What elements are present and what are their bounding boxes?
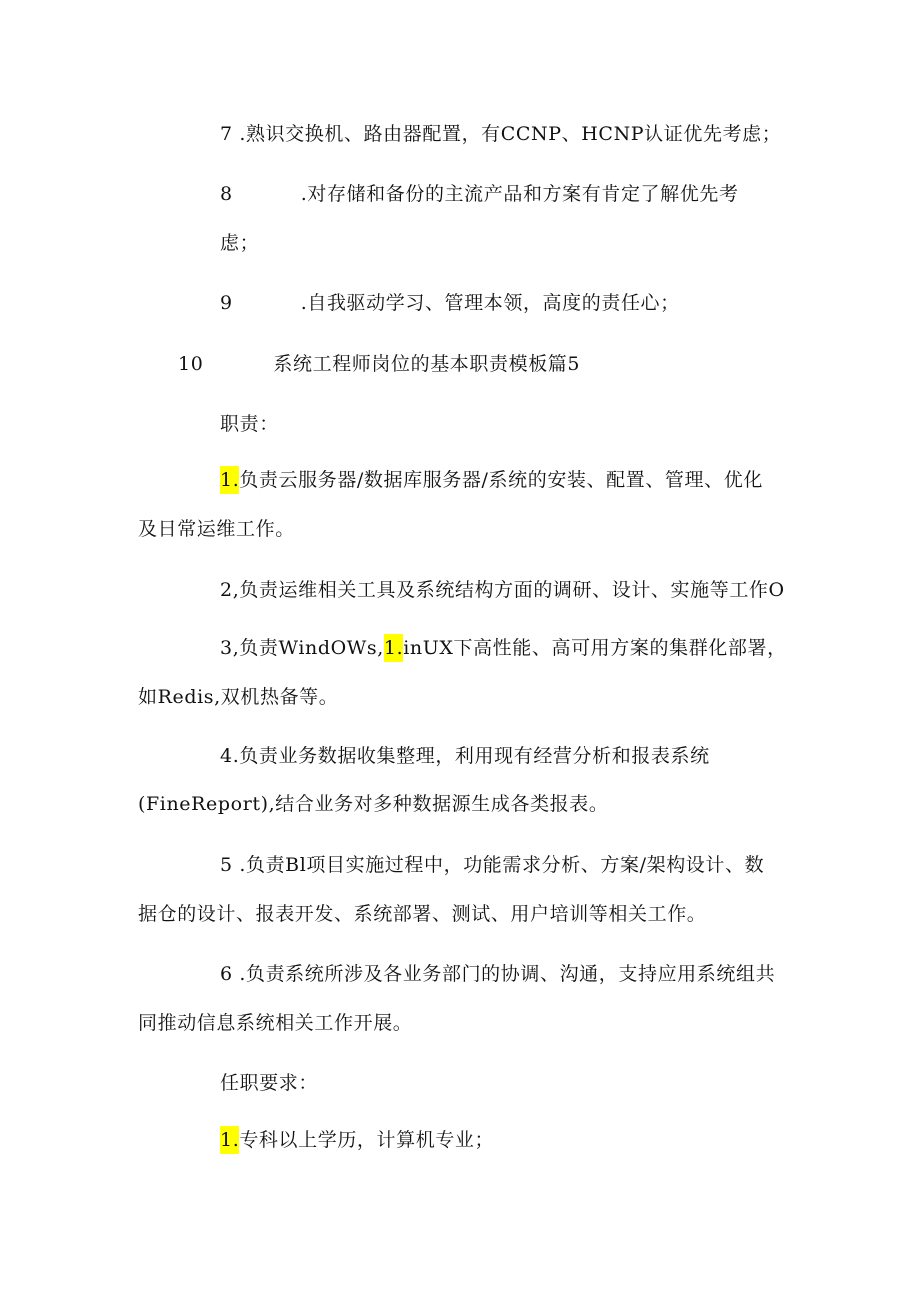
duties-label: 职责： [220, 413, 279, 435]
requirement-1-number-highlight: 1. [220, 1126, 239, 1154]
item-7 [220, 120, 781, 148]
section-heading-10 [178, 350, 580, 378]
item-9-text: .自我驱动学习、管理本领，高度的责任心； [300, 292, 680, 314]
heading-10-number: 10 [178, 353, 204, 375]
duty-3-text-end: inUX下高性能、高可用方案的集群化部署， [403, 637, 787, 659]
item-8 [220, 180, 739, 208]
duty-4-continuation: (FineReport),结合业务对多种数据源生成各类报表。 [138, 793, 609, 815]
requirements-label: 任职要求： [220, 1072, 319, 1094]
item-9 [220, 289, 680, 317]
item-8-number: 8 [220, 183, 233, 205]
duty-1-number-highlight: 1. [220, 466, 239, 494]
duty-3-continuation: 如Redis,双机热备等。 [138, 686, 339, 708]
duty-1-text: 负责云服务器/数据库服务器/系统的安装、配置、管理、优化 [239, 469, 763, 491]
duty-5-continuation: 据仓的设计、报表开发、系统部署、测试、用户培训等相关工作。 [138, 903, 707, 925]
duty-3-text-start: 3,负责WindOWs, [220, 637, 384, 659]
duty-1-continuation: 及日常运维工作。 [138, 518, 295, 540]
item-8-text: .对存储和备份的主流产品和方案有肯定了解优先考 [300, 183, 739, 205]
duty-6: 6 .负责系统所涉及各业务部门的协调、沟通，支持应用系统组共 [220, 963, 776, 985]
requirement-1-text: 专科以上学历，计算机专业； [239, 1129, 495, 1151]
item-7-text: .熟识交换机、路由器配置，有CCNP、HCNP认证优先考虑； [232, 123, 782, 145]
requirement-1 [220, 1126, 494, 1154]
duty-3 [220, 634, 787, 662]
duty-5: 5 .负责Bl项目实施过程中，功能需求分析、方案/架构设计、数 [220, 854, 765, 876]
heading-10-text: 系统工程师岗位的基本职责模板篇5 [273, 353, 581, 375]
item-7-number: 7 [220, 123, 233, 145]
item-8-continuation: 虑； [220, 232, 260, 254]
duty-6-continuation: 同推动信息系统相关工作开展。 [138, 1012, 413, 1034]
item-9-number: 9 [220, 292, 233, 314]
duty-1 [220, 466, 763, 494]
duty-3-highlight: 1. [384, 634, 403, 662]
duty-4: 4.负责业务数据收集整理，利用现有经营分析和报表系统 [220, 745, 710, 767]
duty-2: 2,负责运维相关工具及系统结构方面的调研、设计、实施等工作O [220, 579, 785, 601]
